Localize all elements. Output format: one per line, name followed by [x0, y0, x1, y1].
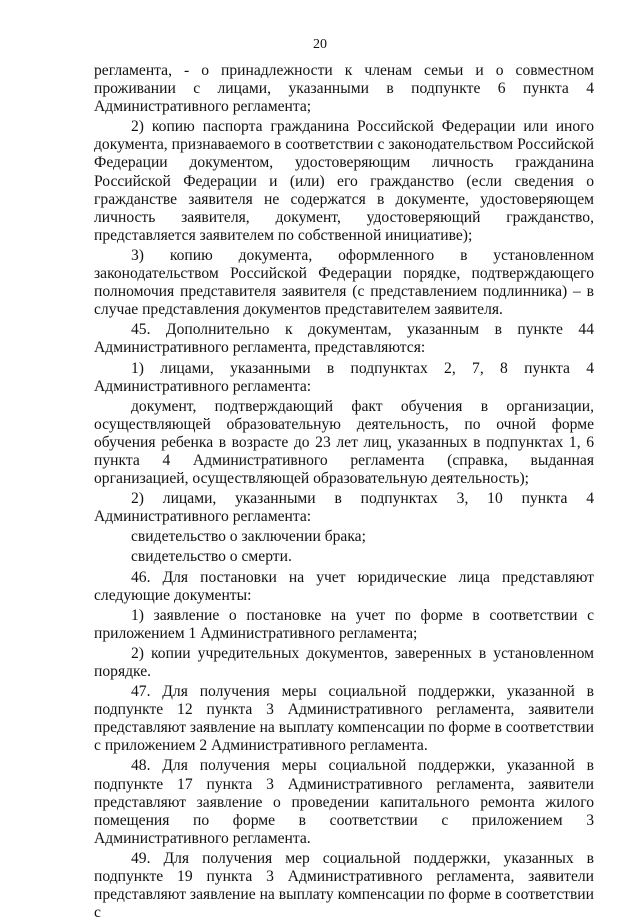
paragraph: свидетельство о смерти.: [131, 548, 292, 566]
document-body: [94, 62, 594, 924]
paragraph: 48. Для получения меры социальной поддержки, указанной в подпункте 17 пункта 3 Административного регламента, заявители представляют заявление о проведении капитального ремонта жилого помещения по форме в соответствии с приложением 3 Административного регламента.: [94, 757, 594, 847]
paragraph: 46. Для постановки на учет юридические лица представляют следующие документы:: [94, 568, 594, 604]
paragraph: регламента, - о принадлежности к членам семьи и о совместном проживании с лицами, указанными в подпункте 6 пункта 4 Административного регламента;: [94, 62, 594, 116]
paragraph: 45. Дополнительно к документам, указанным в пункте 44 Административного регламента, представляются:: [94, 321, 594, 357]
paragraph: свидетельство о заключении брака;: [131, 528, 366, 546]
paragraph: 2) копии учредительных документов, заверенных в установленном порядке.: [94, 644, 594, 680]
paragraph: 47. Для получения меры социальной поддержки, указанной в подпункте 12 пункта 3 Административного регламента, заявители представляют заявление на выплату компенсации по форме в соответствии с приложением 2 Административного регламента.: [94, 683, 594, 755]
paragraph: 3) копию документа, оформленного в установленном законодательством Российской Федерации порядке, подтверждающего полномочия представителя заявителя (с представлением подлинника) – в случае представления документов представителем заявителя.: [94, 246, 594, 319]
paragraph: 49. Для получения мер социальной поддержки, указанных в подпункте 19 пункта 3 Административного регламента, заявители представляют заявление на выплату компенсации по форме в соответствии с: [94, 849, 594, 922]
paragraph: 1) лицами, указанными в подпунктах 2, 7, 8 пункта 4 Административного регламента:: [94, 359, 594, 395]
paragraph: 1) заявление о постановке на учет по форме в соответствии с приложением 1 Административного регламента;: [94, 606, 594, 642]
page-number: 20: [313, 37, 327, 52]
paragraph: 2) копию паспорта гражданина Российской Федерации или иного документа, признаваемого в соответствии с законодательством Российской Федерации документом, удостоверяющим личность гражданина Российской Федерации и (или) его гражданство (если сведения о гражданстве заявителя не содержатся в документе, удостоверяющем личность заявителя, документ, удостоверяющий гражданство, представляется заявителем по собственной инициативе);: [94, 118, 594, 244]
paragraph: документ, подтверждающий факт обучения в организации, осуществляющей образовательную деятельность, по очной форме обучения ребенка в возрасте до 23 лет лиц, указанных в подпунктах 1, 6 пункта 4 Административного регламента (справка, выданная организацией, осуществляющей образовательную деятельность);: [94, 397, 594, 488]
paragraph: 2) лицами, указанными в подпунктах 3, 10 пункта 4 Административного регламента:: [94, 490, 594, 526]
